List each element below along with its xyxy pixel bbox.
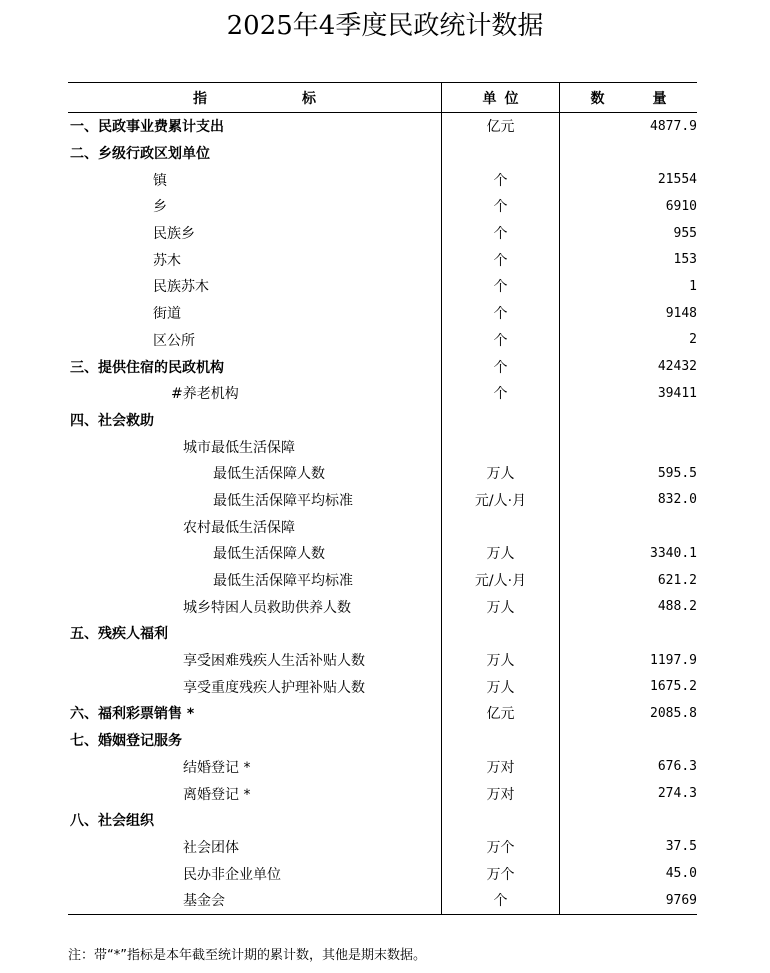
table-row: [68, 593, 697, 620]
table-row: [68, 113, 697, 140]
row-indicator: 最低生活保障人数: [68, 540, 442, 567]
row-value: [560, 140, 697, 167]
row-indicator: 区公所: [68, 327, 442, 354]
table-header: [68, 83, 697, 113]
row-indicator: 四、社会救助: [68, 407, 442, 434]
table-row: [68, 780, 697, 807]
row-indicator: 八、社会组织: [68, 807, 442, 834]
row-indicator: 结婚登记 *: [68, 754, 442, 781]
row-unit: [442, 513, 560, 540]
header-value: [560, 83, 697, 112]
table-row: [68, 327, 697, 354]
table-row: [68, 887, 697, 914]
row-unit: [442, 407, 560, 434]
header-unit-b: 位: [504, 90, 519, 107]
table-row: [68, 460, 697, 487]
row-indicator: #养老机构: [68, 380, 442, 407]
row-indicator: 二、乡级行政区划单位: [68, 140, 442, 167]
row-unit: 万人: [442, 593, 560, 620]
row-value: 832.0: [657, 492, 697, 508]
table-row: [68, 140, 697, 167]
table-row: [68, 807, 697, 834]
header-unit: [442, 83, 560, 112]
row-indicator: 最低生活保障人数: [68, 460, 442, 487]
row-indicator: 苏木: [68, 246, 442, 273]
row-unit: 万对: [442, 780, 560, 807]
row-unit: 个: [442, 193, 560, 220]
row-unit: 万人: [442, 540, 560, 567]
table-row: [68, 513, 697, 540]
header-value-a: 数: [590, 90, 605, 107]
table-row: [68, 407, 697, 434]
row-indicator: 享受重度残疾人护理补贴人数: [68, 673, 442, 700]
row-unit: 元/人·月: [442, 567, 560, 594]
row-unit: 万个: [442, 860, 560, 887]
row-value: 6910: [665, 198, 697, 214]
row-indicator: 基金会: [68, 887, 442, 914]
row-unit: [442, 727, 560, 754]
row-value: 153: [673, 252, 697, 268]
row-indicator: 镇: [68, 166, 442, 193]
row-unit: 个: [442, 166, 560, 193]
row-unit: [442, 140, 560, 167]
row-value: 2085.8: [650, 705, 697, 721]
row-indicator: 六、福利彩票销售 *: [68, 700, 442, 727]
row-unit: [442, 620, 560, 647]
table-row: [68, 220, 697, 247]
table-row: [68, 246, 697, 273]
row-value: 274.3: [657, 786, 697, 802]
row-unit: [442, 807, 560, 834]
table-row: [68, 647, 697, 674]
table-row: [68, 567, 697, 594]
row-value: [560, 513, 697, 540]
row-value: 21554: [657, 172, 697, 188]
row-indicator: 民族苏木: [68, 273, 442, 300]
row-unit: 个: [442, 380, 560, 407]
row-indicator: 最低生活保障平均标准: [68, 567, 442, 594]
row-unit: 元/人·月: [442, 487, 560, 514]
footnote: 注：带“*”指标是本年截至统计期的累计数，其他是期末数据。: [68, 948, 426, 963]
row-unit: 万人: [442, 460, 560, 487]
row-value: 42432: [657, 359, 697, 375]
row-unit: 亿元: [442, 113, 560, 140]
row-value: 9769: [665, 892, 697, 908]
table-row: [68, 273, 697, 300]
row-unit: 个: [442, 273, 560, 300]
header-value-b: 量: [652, 90, 667, 107]
statistics-table: [68, 82, 697, 915]
row-unit: 万人: [442, 647, 560, 674]
row-value: 9148: [665, 305, 697, 321]
table-row: [68, 487, 697, 514]
header-unit-a: 单: [482, 90, 497, 107]
row-indicator: 一、民政事业费累计支出: [68, 113, 442, 140]
row-value: 1675.2: [650, 679, 697, 695]
row-value: 3340.1: [650, 545, 697, 561]
row-unit: [442, 433, 560, 460]
row-value: 676.3: [657, 759, 697, 775]
row-indicator: 农村最低生活保障: [68, 513, 442, 540]
table-row: [68, 700, 697, 727]
row-value: 1: [689, 278, 697, 294]
row-indicator: 七、婚姻登记服务: [68, 727, 442, 754]
row-unit: 亿元: [442, 700, 560, 727]
row-unit: 万对: [442, 754, 560, 781]
table-row: [68, 540, 697, 567]
row-unit: 个: [442, 887, 560, 914]
row-value: 1197.9: [650, 652, 697, 668]
row-value: 45.0: [665, 866, 697, 882]
row-unit: 万个: [442, 834, 560, 861]
row-unit: 个: [442, 220, 560, 247]
table-row: [68, 300, 697, 327]
row-unit: 个: [442, 327, 560, 354]
table-row: [68, 166, 697, 193]
row-value: 2: [689, 332, 697, 348]
row-value: 4877.9: [650, 118, 697, 134]
row-indicator: 城乡特困人员救助供养人数: [68, 593, 442, 620]
table-row: [68, 620, 697, 647]
row-indicator: 社会团体: [68, 834, 442, 861]
row-value: [560, 620, 697, 647]
row-value: 37.5: [665, 839, 697, 855]
row-value: 595.5: [657, 465, 697, 481]
row-value: 488.2: [657, 599, 697, 615]
row-indicator: 乡: [68, 193, 442, 220]
table-row: [68, 433, 697, 460]
header-indicator-b: 标: [302, 90, 316, 107]
row-indicator: 五、残疾人福利: [68, 620, 442, 647]
row-value: 621.2: [657, 572, 697, 588]
row-indicator: 最低生活保障平均标准: [68, 487, 442, 514]
table-row: [68, 193, 697, 220]
row-indicator: 民办非企业单位: [68, 860, 442, 887]
row-indicator: 民族乡: [68, 220, 442, 247]
row-value: [560, 407, 697, 434]
header-indicator: [68, 83, 442, 112]
row-unit: 个: [442, 246, 560, 273]
table-row: [68, 860, 697, 887]
row-indicator: 三、提供住宿的民政机构: [68, 353, 442, 380]
table-row: [68, 353, 697, 380]
row-value: [560, 433, 697, 460]
table-row: [68, 727, 697, 754]
table-row: [68, 754, 697, 781]
table-row: [68, 380, 697, 407]
row-indicator: 离婚登记 *: [68, 780, 442, 807]
table-body: [68, 113, 697, 914]
row-unit: 个: [442, 353, 560, 380]
table-row: [68, 673, 697, 700]
row-value: 955: [673, 225, 697, 241]
row-unit: 万人: [442, 673, 560, 700]
page-title: 2025年4季度民政统计数据: [226, 11, 544, 41]
row-unit: 个: [442, 300, 560, 327]
table-row: [68, 834, 697, 861]
row-value: [560, 807, 697, 834]
row-indicator: 街道: [68, 300, 442, 327]
row-value: 39411: [657, 385, 697, 401]
row-value: [560, 727, 697, 754]
header-indicator-a: 指: [193, 90, 207, 107]
row-indicator: 享受困难残疾人生活补贴人数: [68, 647, 442, 674]
row-indicator: 城市最低生活保障: [68, 433, 442, 460]
